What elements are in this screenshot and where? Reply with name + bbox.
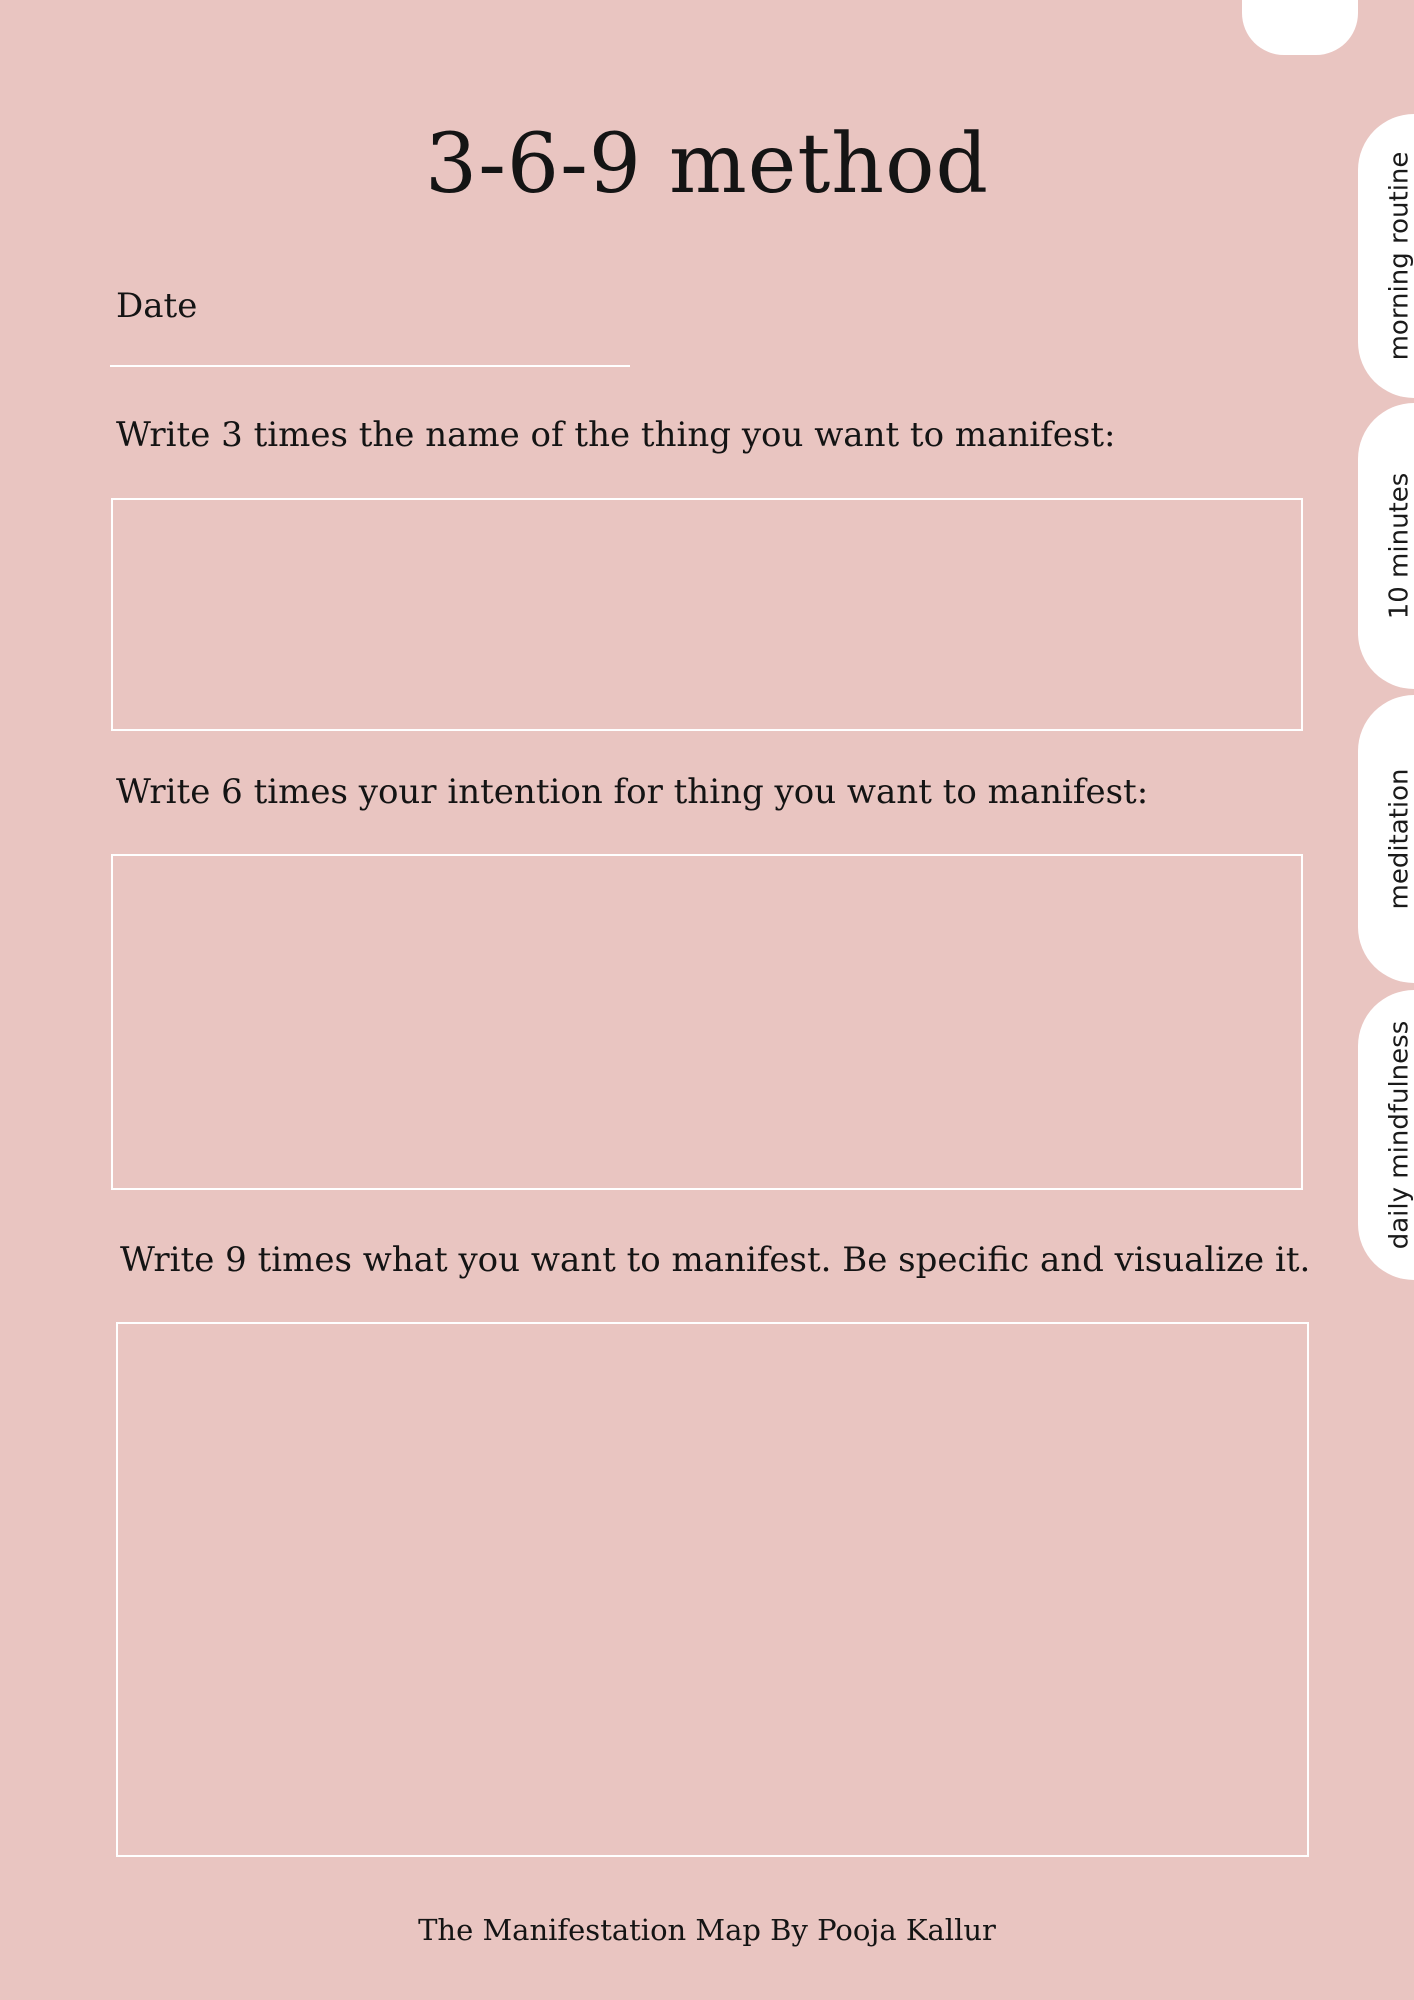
tab-daily-mindfulness[interactable] (1358, 990, 1414, 1280)
tab-10-minutes[interactable] (1358, 403, 1414, 689)
tab-label-morning-routine: morning routine (1384, 151, 1414, 361)
prompt-write-three: Write 3 times the name of the thing you want to manifest: (116, 415, 1116, 455)
date-field-line[interactable] (110, 365, 630, 367)
tab-label-meditation: meditation (1384, 768, 1414, 910)
tab-label-10-minutes: 10 minutes (1384, 472, 1414, 620)
page-title: 3-6-9 method (425, 117, 989, 212)
date-label: Date (116, 286, 198, 326)
footer-credit: The Manifestation Map By Pooja Kallur (418, 1913, 996, 1947)
tab-label-daily-mindfulness: daily mindfulness (1384, 1020, 1414, 1250)
write-nine-box[interactable] (116, 1322, 1309, 1857)
tab-morning-routine[interactable] (1358, 114, 1414, 398)
top-bookmark-tab[interactable] (1242, 0, 1358, 55)
prompt-write-nine: Write 9 times what you want to manifest. Be specific and visualize it. (120, 1240, 1311, 1280)
write-three-box[interactable] (111, 498, 1303, 731)
prompt-write-six: Write 6 times your intention for thing you want to manifest: (116, 772, 1149, 812)
write-six-box[interactable] (111, 854, 1303, 1190)
tab-meditation[interactable] (1358, 695, 1414, 983)
